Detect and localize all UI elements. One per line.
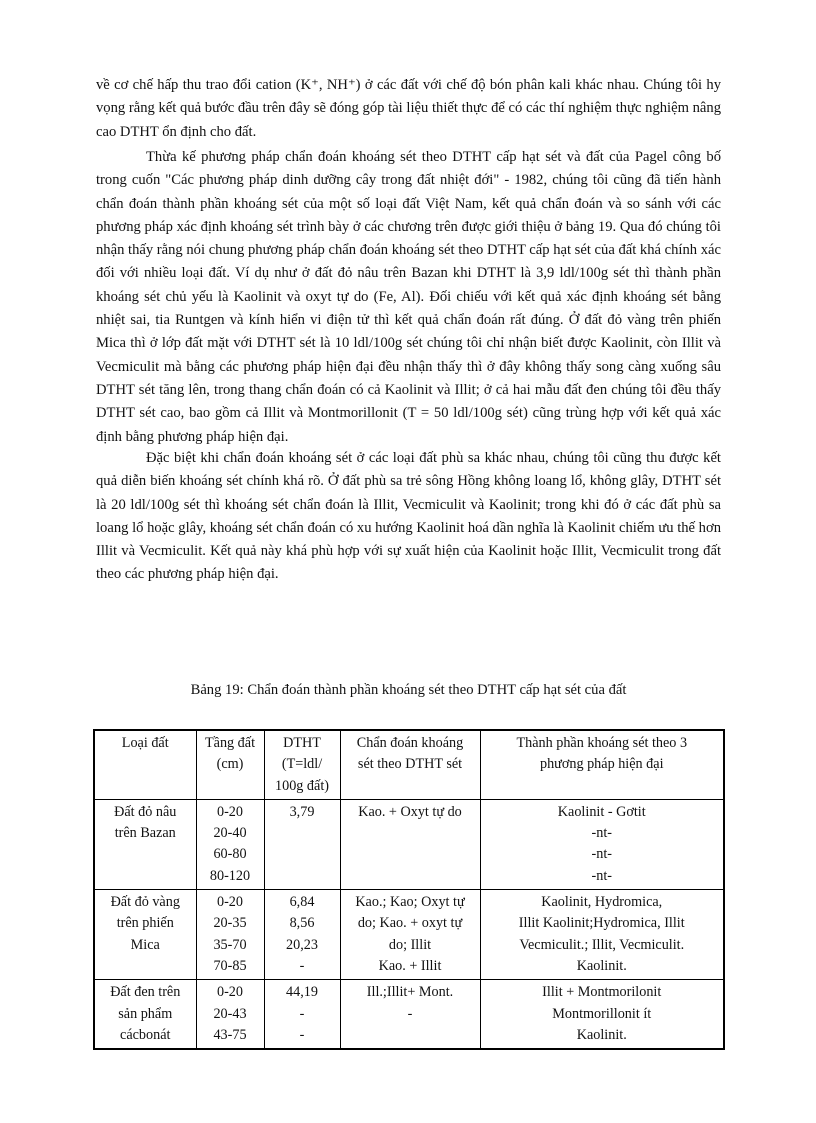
table-row (94, 890, 724, 980)
cell-diagnosis: Kao.; Kao; Oxyt tự do; Kao. + oxyt tự do; Illit Kao. + Illit (340, 890, 480, 980)
cell-dtht: 6,84 8,56 20,23 - (264, 890, 340, 980)
cell-modern-methods: Illit + Montmorilonit Montmorillonit ít Kaolinit. (480, 980, 724, 1049)
paragraph-3: Đặc biệt khi chẩn đoán khoáng sét ở các loại đất phù sa khác nhau, chúng tôi cũng thu được kết quả diễn biến khoáng sét chính khá rõ. Ở đất phù sa trẻ sông Hồng không loang lổ, không glây, DTHT sét là 20 ldl/100g sét thì khoáng sét chẩn đoán là Illit, Vecmiculit và Kaolinit; trong khi đó ở các đất phù sa loang lổ hoặc glây, khoáng sét chẩn đoán có xu hướng Kaolinit hoá dần nghĩa là Kaolinit chiếm ưu thế hơn Illit và Vecmiculit. Kết quả này khá phù hợp với sự xuất hiện của Kaolinit hoặc Illit, Vecmiculit trong đất theo các phương pháp hiện đại. (96, 450, 721, 583)
header-diagnosis: Chẩn đoán khoáng sét theo DTHT sét (340, 730, 480, 799)
cell-dtht: 3,79 (264, 799, 340, 889)
cell-soil-type: Đất đen trên sản phẩm cácbonát (94, 980, 196, 1049)
cell-depth: 0-20 20-35 35-70 70-85 (196, 890, 264, 980)
paragraph-1: về cơ chế hấp thu trao đổi cation (K⁺, NH⁺) ở các đất với chế độ bón phân kali khác nhau. Chúng tôi hy vọng rằng kết quả bước đầu trên đây sẽ đóng góp tài liệu thiết thực để có các thí nghiệm thực nghiệm nâng cao DTHT ổn định cho đất. (96, 77, 721, 140)
table-row (94, 980, 724, 1049)
header-soil-type: Loại đất (94, 730, 196, 799)
cell-modern-methods: Kaolinit, Hydromica, Illit Kaolinit;Hydromica, Illit Vecmiculit.; Illit, Vecmiculit. Kaolinit. (480, 890, 724, 980)
cell-soil-type: Đất đỏ nâu trên Bazan (94, 799, 196, 889)
table-row (94, 799, 724, 889)
cell-depth: 0-20 20-40 60-80 80-120 (196, 799, 264, 889)
cell-soil-type: Đất đỏ vàng trên phiến Mica (94, 890, 196, 980)
cell-modern-methods: Kaolinit - Gơtit -nt- -nt- -nt- (480, 799, 724, 889)
header-modern-methods: Thành phần khoáng sét theo 3 phương pháp hiện đại (480, 730, 724, 799)
cell-diagnosis: Ill.;Illit+ Mont. - (340, 980, 480, 1049)
clay-mineral-table (93, 729, 725, 1050)
header-dtht: DTHT (T=ldl/ 100g đất) (264, 730, 340, 799)
cell-depth: 0-20 20-43 43-75 (196, 980, 264, 1049)
header-depth: Tầng đất (cm) (196, 730, 264, 799)
table-caption: Bảng 19: Chẩn đoán thành phần khoáng sét theo DTHT cấp hạt sét của đất (190, 682, 627, 698)
paragraph-2: Thừa kế phương pháp chẩn đoán khoáng sét theo DTHT cấp hạt sét và đất của Pagel công bố trong cuốn "Các phương pháp dinh dưỡng cây trong đất nhiệt đới" - 1982, chúng tôi cũng đã tiến hành chẩn đoán thành phần khoáng sét của một số loại đất Việt Nam, kết quả chẩn đoán và so sánh với các phương pháp xác định khoáng sét trình bày ở các chương trên được giới thiệu ở bảng 19. Qua đó chúng tôi nhận thấy rằng nói chung phương pháp chẩn đoán khoáng sét theo DTHT cấp hạt sét của đất khá chính xác đối với nhiều loại đất. Ví dụ như ở đất đỏ nâu trên Bazan khi DTHT là 3,9 ldl/100g sét thì thành phần khoáng sét chủ yếu là Kaolinit và oxyt tự do (Fe, Al). Đối chiếu với kết quả xác định khoáng sét bằng nhiệt sai, tia Runtgen và kính hiển vi điện tử thì kết quả chẩn đoán rất đúng. Ở đất đỏ vàng trên phiến Mica thì ở lớp đất mặt với DTHT sét là 10 ldl/100g sét chúng tôi chỉ nhận biết được Kaolinit, còn Illit và Vecmiculit mà bằng các phương pháp hiện đại đều nhận thấy thì ở đây không thấy song càng xuống sâu DTHT sét tăng lên, trong thang chẩn đoán có cả Kaolinit và Illit; ở cả hai mẫu đất đen chúng tôi đều thấy DTHT sét cao, bao gồm cả Illit và Montmorillonit (T = 50 ldl/100g sét) cũng trùng hợp với kết quả xác định bằng phương pháp hiện đại. (96, 149, 721, 445)
table-header-row (94, 730, 724, 799)
cell-dtht: 44,19 - - (264, 980, 340, 1049)
cell-diagnosis: Kao. + Oxyt tự do (340, 799, 480, 889)
